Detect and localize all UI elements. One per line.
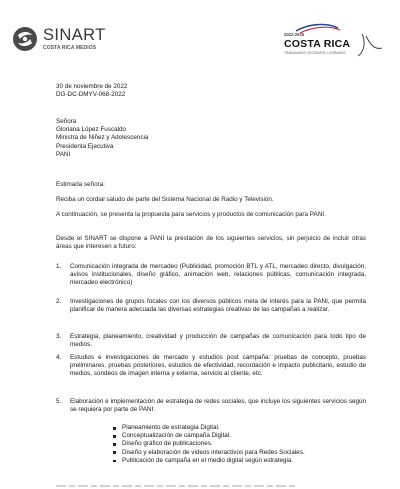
costa-rica-logo <box>278 22 390 62</box>
item-number: 2. <box>56 298 62 305</box>
footer-divider <box>56 484 296 487</box>
item-number: 4. <box>56 354 62 361</box>
recipient-line: PANI <box>56 150 71 158</box>
bullet-item: Diseño y elaboración de videos interactivos para Redes Sociales. <box>112 449 305 457</box>
recipient-line: Señora <box>56 118 77 125</box>
costa-rica-tagline: TRABAJAMOS, DECIDIMOS, LOGRAMOS <box>284 51 346 55</box>
item-number: 5. <box>56 398 62 405</box>
bullet-item: Publicación de campaña en el medio digital según estrategia. <box>112 457 305 465</box>
recipient-line: Gloriana López Fuscaldo <box>56 126 127 134</box>
greeting-paragraph: Reciba un cordial saludo de parte del Sistema Nacional de Radio y Televisión. <box>56 196 274 203</box>
sinart-logo <box>12 26 132 56</box>
letter-reference: DG-DC-DMYV-068-2022 <box>56 91 126 98</box>
item-number: 1. <box>56 263 62 270</box>
recipient-line: Ministra de Niñez y Adolescencia <box>56 134 149 142</box>
sinart-logo-icon <box>12 26 38 52</box>
sinart-name: SINART <box>43 26 106 44</box>
item-text: Elaboración e implementación de estrategia de redes sociales, que incluye los siguientes servicios según se requiera por parte de PANI: <box>70 398 366 414</box>
item-text: Comunicación integrada de mercadeo (Publicidad, promoción BTL y ATL, mercadeo directo, divulgación, avisos institucionales, diseño gráfico, animación web, relaciones públicas, comunicación integrada, mercadeo electrónico) <box>70 263 366 287</box>
service-bullet-list <box>112 424 305 465</box>
costa-rica-years: 2022-2026 <box>284 32 305 37</box>
intro-paragraph: A continuación, se presenta la propuesta para servicios y productos de comunicación para PANI. <box>56 211 326 218</box>
item-text: Estudios e investigaciones de mercado y estudios post campaña: pruebas de concepto, pruebas preliminares, pruebas posteriores, estudios de efectividad, recordación e impacto publicitario, estudio de medios, sondeos de imagen interna y externa, servicio al cliente, etc. <box>70 354 366 378</box>
item-text: Investigaciones de grupos focales con los diversos públicos meta de interés para la PANI, que permita planificar de manera adecuada las diversas estrategias creativas de las campañas a realizar. <box>70 298 366 314</box>
costa-rica-name: COSTA RICA <box>284 38 351 50</box>
bullet-item: Diseño gráfico de publicaciones. <box>112 440 305 448</box>
recipient-block <box>56 118 148 159</box>
recipient-line: Presidenta Ejecutiva <box>56 142 114 150</box>
sinart-subtitle: COSTA RICA MEDIOS <box>43 45 97 51</box>
bullet-item: Planeamiento de estrategia Digital. <box>112 424 305 432</box>
item-text: Estrategia, planeamiento, creatividad y producción de campañas de comunicación para todo tipo de medios. <box>70 333 366 349</box>
bullet-item: Conceptualización de campaña Digital. <box>112 432 305 440</box>
letter-date: 30 de noviembre de 2022 <box>56 83 128 90</box>
salutation: Estimada señora: <box>56 181 106 188</box>
services-intro-paragraph: Desde el SINART se dispone a PANI la prestación de los siguientes servicios, sin perjuicio de incluir otras áreas que interesen a futuro: <box>56 235 366 251</box>
item-number: 3. <box>56 333 62 340</box>
